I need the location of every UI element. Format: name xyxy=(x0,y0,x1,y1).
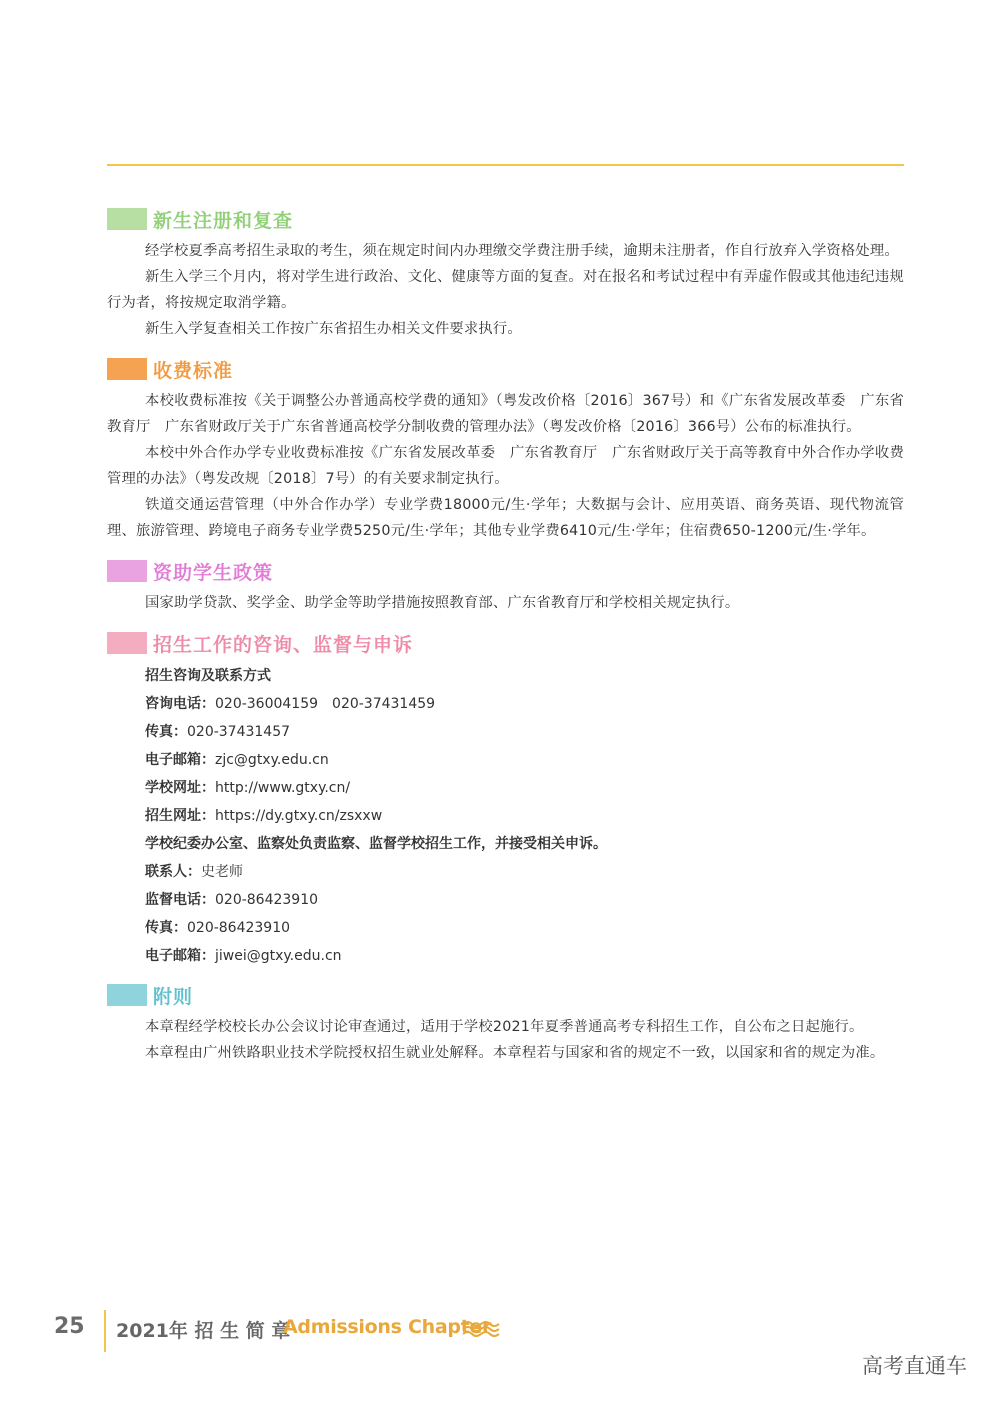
contact-value: 020-86423910 xyxy=(187,920,291,936)
contact-label: 传真： xyxy=(145,920,187,936)
paragraph: 本章程由广州铁路职业技术学院授权招生就业处解释。本章程若与国家和省的规定不一致，以国家和省的规定为准。 xyxy=(145,1045,885,1061)
contact-admission-site xyxy=(145,802,904,830)
section-marker xyxy=(107,632,147,654)
section-marker xyxy=(107,358,147,380)
contact-value: 史老师 xyxy=(201,864,243,880)
paragraph: 铁道交通运营管理（中外合作办学）专业学费18000元/生·学年；大数据与会计、应用英语、商务英语、现代物流管理、旅游管理、跨境电子商务专业学费5250元/生·学年；其他专业学费6410元/生·学年；住宿费650-1200元/生·学年。 xyxy=(107,497,904,539)
section-title: 收费标准 xyxy=(153,359,234,382)
section-header-registration xyxy=(107,206,904,232)
wave-icon xyxy=(462,1320,500,1338)
paragraph: 新生入学复查相关工作按广东省招生办相关文件要求执行。 xyxy=(145,321,522,337)
email-link[interactable]: jiwei@gtxy.edu.cn xyxy=(215,948,342,964)
supervision-phone xyxy=(145,886,904,914)
section-title: 附则 xyxy=(153,985,194,1008)
section-header-aid xyxy=(107,558,904,584)
contact-email xyxy=(145,746,904,774)
contact-heading: 招生咨询及联系方式 xyxy=(145,668,271,684)
contact-label: 联系人： xyxy=(145,864,201,880)
contact-label: 学校网址： xyxy=(145,780,215,796)
page-number: 25 xyxy=(54,1314,85,1339)
contact-list xyxy=(107,662,904,970)
contact-value: 020-37431457 xyxy=(187,724,291,740)
contact-label: 招生网址： xyxy=(145,808,215,824)
paragraph: 本章程经学校校长办公会议讨论审查通过，适用于学校2021年夏季普通高考专科招生工作，自公布之日起施行。 xyxy=(145,1019,864,1035)
contact-person xyxy=(145,858,904,886)
supervision-email xyxy=(145,942,904,970)
section-marker xyxy=(107,560,147,582)
paragraph: 本校收费标准按《关于调整公办普通高校学费的通知》（粤发改价格〔2016〕367号）和《广东省发展改革委 广东省教育厅 广东省财政厅关于广东省普通高校学分制收费的管理办法》（粤发改价格〔2016〕366号）公布的标准执行。 xyxy=(107,393,904,435)
brochure-title-en: Admissions Chapter xyxy=(283,1316,492,1338)
contact-label: 监督电话： xyxy=(145,892,215,908)
supervision-fax xyxy=(145,914,904,942)
contact-label: 电子邮箱： xyxy=(145,752,215,768)
page-footer xyxy=(0,1310,1000,1360)
top-divider xyxy=(107,164,904,166)
paragraph: 新生入学三个月内，将对学生进行政治、文化、健康等方面的复查。对在报名和考试过程中有弄虚作假或其他违纪违规行为者，将按规定取消学籍。 xyxy=(107,269,904,311)
email-link[interactable]: zjc@gtxy.edu.cn xyxy=(215,752,329,768)
section-header-fees xyxy=(107,356,904,382)
contact-phone xyxy=(145,690,904,718)
section-title: 新生注册和复查 xyxy=(153,209,294,232)
contact-value: 020-86423910 xyxy=(215,892,319,908)
contact-value: 020-36004159 020-37431459 xyxy=(215,696,436,712)
contact-fax xyxy=(145,718,904,746)
website-link[interactable]: http://www.gtxy.cn/ xyxy=(215,780,351,796)
page-content xyxy=(107,206,904,1066)
section-title: 招生工作的咨询、监督与申诉 xyxy=(153,633,414,656)
section-title: 资助学生政策 xyxy=(153,561,274,584)
paragraph: 国家助学贷款、奖学金、助学金等助学措施按照教育部、广东省教育厅和学校相关规定执行。 xyxy=(145,595,740,611)
contact-label: 传真： xyxy=(145,724,187,740)
paragraph: 经学校夏季高考招生录取的考生，须在规定时间内办理缴交学费注册手续，逾期未注册者，作自行放弃入学资格处理。 xyxy=(145,243,899,259)
section-header-appendix xyxy=(107,982,904,1008)
section-marker xyxy=(107,984,147,1006)
contact-label: 电子邮箱： xyxy=(145,948,215,964)
contact-website xyxy=(145,774,904,802)
paragraph: 本校中外合作办学专业收费标准按《广东省发展改革委 广东省教育厅 广东省财政厅关于高等教育中外合作办学收费管理的办法》（粤发改规〔2018〕7号）的有关要求制定执行。 xyxy=(107,445,904,487)
watermark-text: 高考直通车 xyxy=(862,1354,967,1378)
admission-site-link[interactable]: https://dy.gtxy.cn/zsxxw xyxy=(215,808,383,824)
brochure-title: 2021年 招 生 简 章 xyxy=(116,1320,291,1342)
section-marker xyxy=(107,208,147,230)
footer-divider xyxy=(104,1310,106,1352)
contact-label: 咨询电话： xyxy=(145,696,215,712)
supervision-statement: 学校纪委办公室、监察处负责监察、监督学校招生工作，并接受相关申诉。 xyxy=(145,836,607,852)
section-header-admissions xyxy=(107,630,904,656)
